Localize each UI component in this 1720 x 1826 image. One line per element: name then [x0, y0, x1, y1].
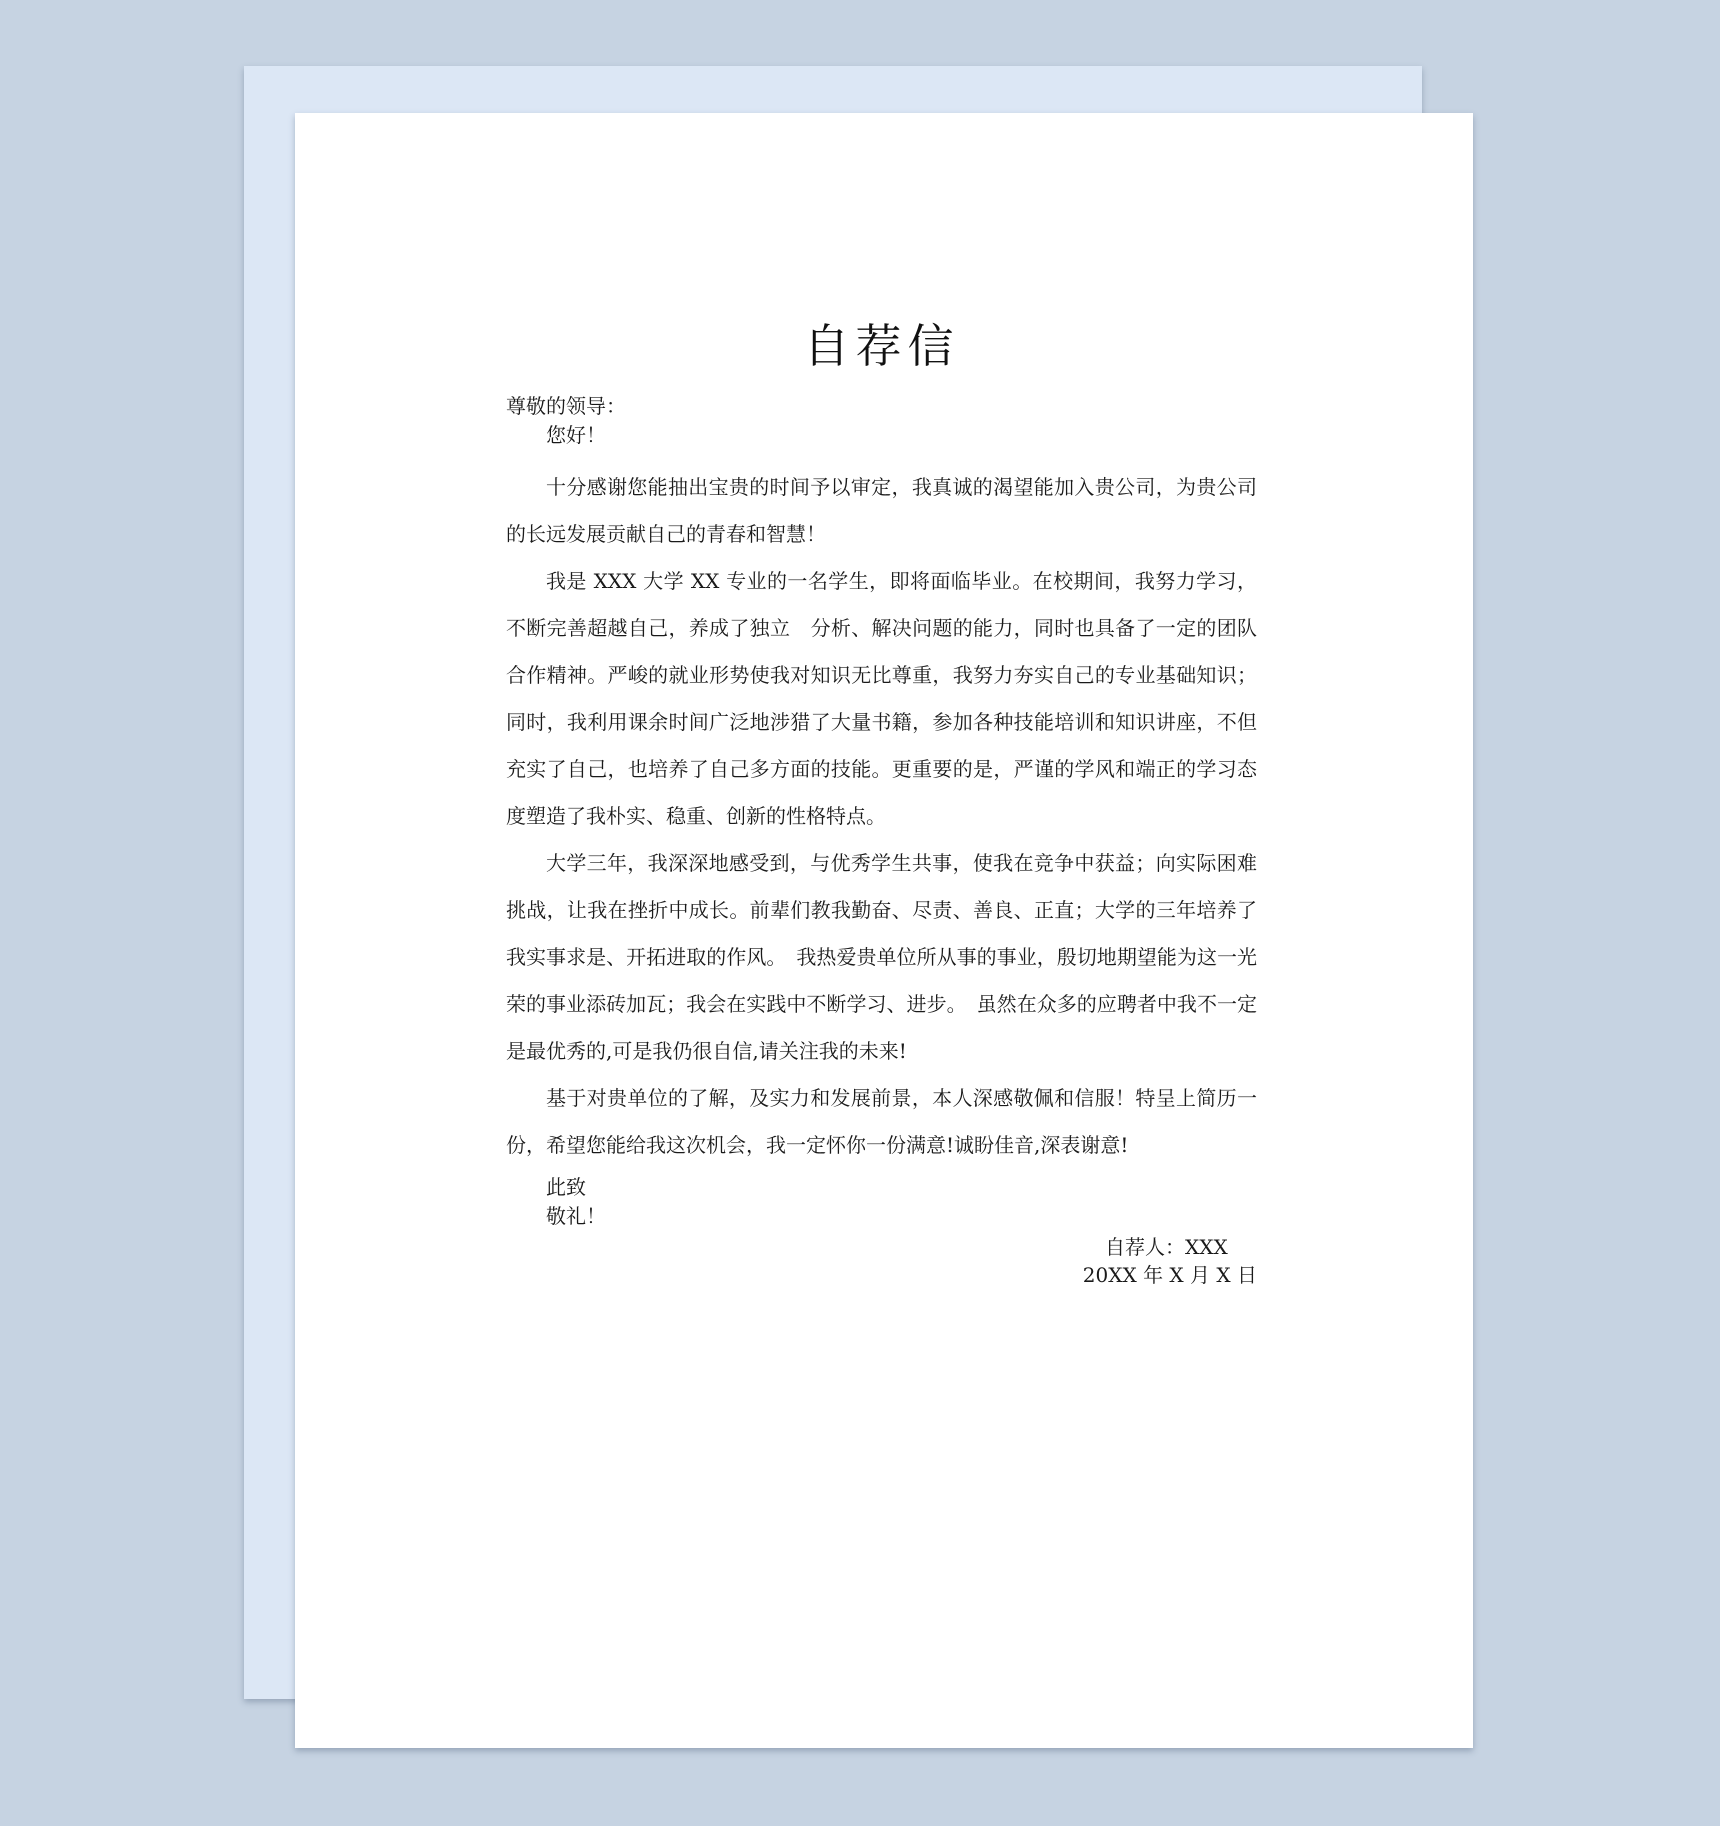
closing-line-2: 敬礼！ — [546, 1204, 606, 1228]
salutation: 尊敬的领导： — [506, 394, 626, 418]
paragraph-1: 十分感谢您能抽出宝贵的时间予以审定，我真诚的渴望能加入贵公司，为贵公司的长远发展贡献自己的青春和智慧！ — [506, 475, 1257, 546]
signature: 自荐人：XXX — [1105, 1235, 1228, 1259]
greeting: 您好！ — [546, 423, 606, 447]
signature-block — [506, 1233, 1257, 1289]
paragraph-3: 大学三年，我深深地感受到，与优秀学生共事，使我在竞争中获益；向实际困难挑战，让我在挫折中成长。前辈们教我勤奋、尽责、善良、正直；大学的三年培养了我实事求是、开拓进取的作风。 我热爱贵单位所从事的事业，殷切地期望能为这一光荣的事业添砖加瓦；我会在实践中不断学习、进步。 虽然在众多的应聘者中我不一定是最优秀的,可是我仍很自信,请关注我的未来! — [506, 851, 1257, 1063]
paragraph-4: 基于对贵单位的了解，及实力和发展前景，本人深感敬佩和信服！特呈上简历一份，希望您能给我这次机会，我一定怀你一份满意!诚盼佳音,深表谢意! — [506, 1086, 1257, 1157]
document-page — [295, 113, 1473, 1748]
letter-body — [506, 310, 1257, 1289]
closing-line-1: 此致 — [546, 1175, 586, 1199]
paragraph-2: 我是 XXX 大学 XX 专业的一名学生，即将面临毕业。在校期间，我努力学习，不断完善超越自己，养成了独立 分析、解决问题的能力，同时也具备了一定的团队合作精神。严峻的就业形势使我对知识无比尊重，我努力夯实自己的专业基础知识；同时，我利用课余时间广泛地涉猎了大量书籍，参加各种技能培训和知识讲座，不但充实了自己，也培养了自己多方面的技能。更重要的是，严谨的学风和端正的学习态度塑造了我朴实、稳重、创新的性格特点。 — [506, 569, 1257, 828]
date: 20XX 年 X 月 X 日 — [1082, 1263, 1257, 1287]
page-title: 自荐信 — [803, 319, 960, 373]
